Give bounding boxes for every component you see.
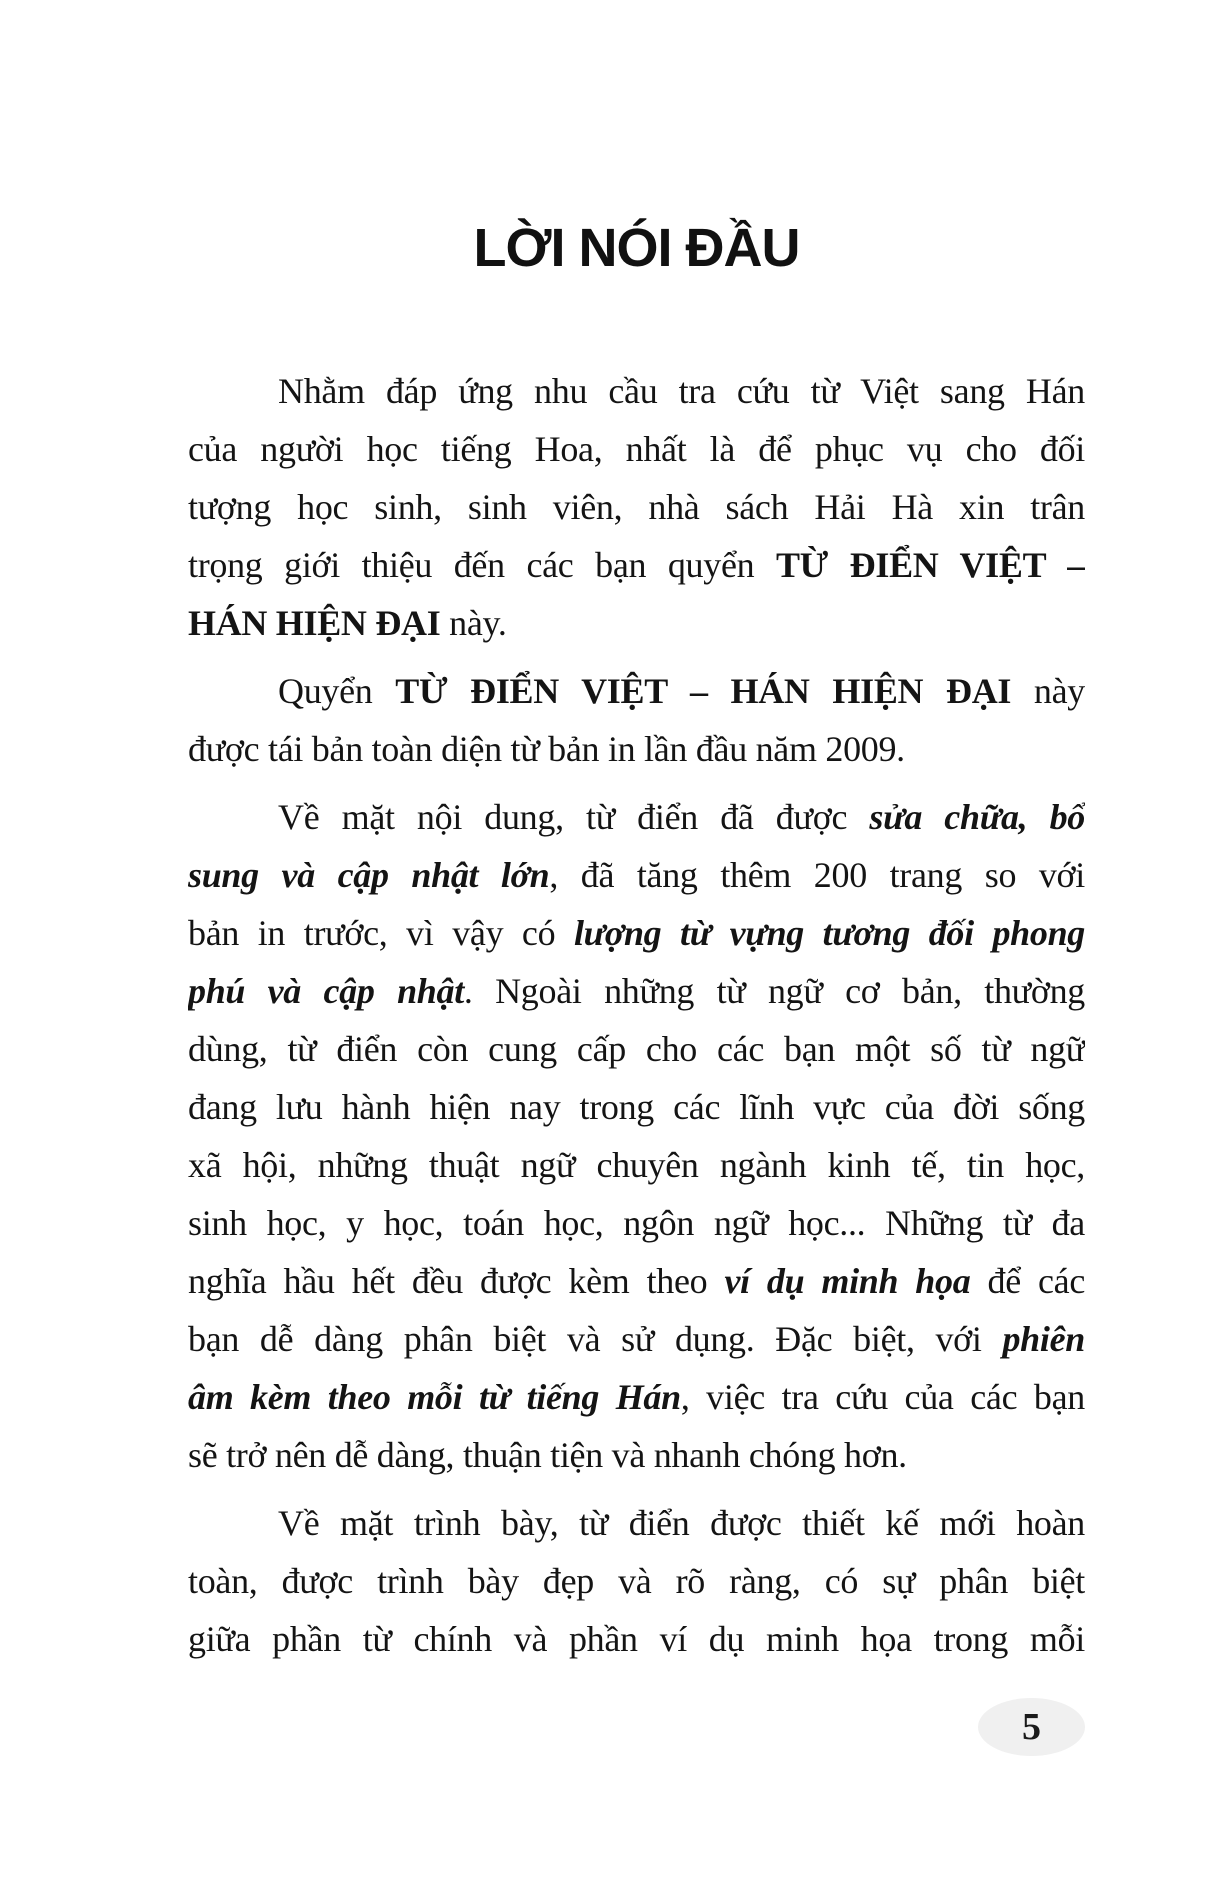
page-footer [188,1698,1085,1756]
text-segment-normal: Quyển [278,671,396,711]
text-line [188,594,1085,652]
text-segment-normal: Về mặt trình bày, từ điển được thiết kế mới hoàn [278,1503,1085,1543]
text-segment-normal: sinh học, y học, toán học, ngôn ngữ học... Những từ đa [188,1203,1085,1243]
paragraph [188,1494,1085,1668]
text-line [188,1136,1085,1194]
text-segment-bolditalic: sửa chữa, bổ [869,797,1085,837]
text-segment-bold: TỪ ĐIỂN VIỆT – [775,545,1085,585]
text-line [188,1194,1085,1252]
text-segment-normal: bản in trước, vì vậy có [188,913,574,953]
text-segment-normal: của người học tiếng Hoa, nhất là để phục vụ cho đối [188,429,1085,469]
text-segment-normal: tượng học sinh, sinh viên, nhà sách Hải Hà xin trân [188,487,1085,527]
text-segment-bold: HÁN HIỆN ĐẠI [188,603,441,643]
text-segment-normal: trọng giới thiệu đến các bạn quyển [188,545,776,585]
text-line [188,962,1085,1020]
text-segment-normal: bạn dễ dàng phân biệt và sử dụng. Đặc biệt, với [188,1319,1003,1359]
text-line [188,478,1085,536]
text-segment-bolditalic: sung và cập nhật lớn [188,855,550,895]
text-segment-normal: này. [440,603,507,643]
text-segment-normal: giữa phần từ chính và phần ví dụ minh họa trong mỗi [188,1619,1085,1659]
text-segment-normal: , đã tăng thêm 200 trang so với [549,855,1085,895]
text-line [188,846,1085,904]
text-line [188,1426,1085,1484]
text-line [188,420,1085,478]
text-line [188,720,1085,778]
text-line [188,788,1085,846]
text-segment-bold: TỪ ĐIỂN VIỆT – HÁN HIỆN ĐẠI [395,671,1012,711]
text-segment-normal: để các [970,1261,1085,1301]
text-segment-normal: được tái bản toàn diện từ bản in lần đầu năm 2009. [188,729,905,769]
text-line [188,1368,1085,1426]
text-segment-normal: dùng, từ điển còn cung cấp cho các bạn một số từ ngữ [188,1029,1085,1069]
text-segment-normal: . Ngoài những từ ngữ cơ bản, thường [463,971,1085,1011]
text-segment-normal: Nhằm đáp ứng nhu cầu tra cứu từ Việt sang Hán [278,371,1085,411]
text-segment-normal: nghĩa hầu hết đều được kèm theo [188,1261,725,1301]
text-line [188,904,1085,962]
text-segment-normal: toàn, được trình bày đẹp và rõ ràng, có sự phân biệt [188,1561,1085,1601]
text-line [188,1020,1085,1078]
text-line [188,662,1085,720]
text-line [188,1552,1085,1610]
text-segment-bolditalic: lượng từ vựng tương đối phong [573,913,1085,953]
text-segment-bolditalic: âm kèm theo mỗi từ tiếng Hán [188,1377,681,1417]
page-number: 5 [1022,1706,1041,1748]
text-line [188,362,1085,420]
text-line [188,1494,1085,1552]
page-number-badge [978,1698,1085,1756]
text-segment-bolditalic: phú và cập nhật [188,971,464,1011]
text-segment-normal: , việc tra cứu của các bạn [680,1377,1085,1417]
paragraph [188,788,1085,1484]
text-line [188,1610,1085,1668]
paragraph [188,362,1085,652]
text-line [188,536,1085,594]
text-segment-bolditalic: ví dụ minh họa [724,1261,971,1301]
text-line [188,1078,1085,1136]
text-segment-normal: xã hội, những thuật ngữ chuyên ngành kinh tế, tin học, [188,1145,1085,1185]
text-segment-normal: này [1011,671,1085,711]
text-segment-normal: Về mặt nội dung, từ điển đã được [278,797,870,837]
paragraph [188,662,1085,778]
text-segment-bolditalic: phiên [1002,1319,1085,1359]
text-line [188,1252,1085,1310]
page-title: LỜI NÓI ĐẦU [473,218,800,278]
text-segment-normal: đang lưu hành hiện nay trong các lĩnh vực của đời sống [188,1087,1085,1127]
preface-body [188,362,1085,1668]
text-segment-normal: sẽ trở nên dễ dàng, thuận tiện và nhanh chóng hơn. [188,1435,907,1475]
text-line [188,1310,1085,1368]
